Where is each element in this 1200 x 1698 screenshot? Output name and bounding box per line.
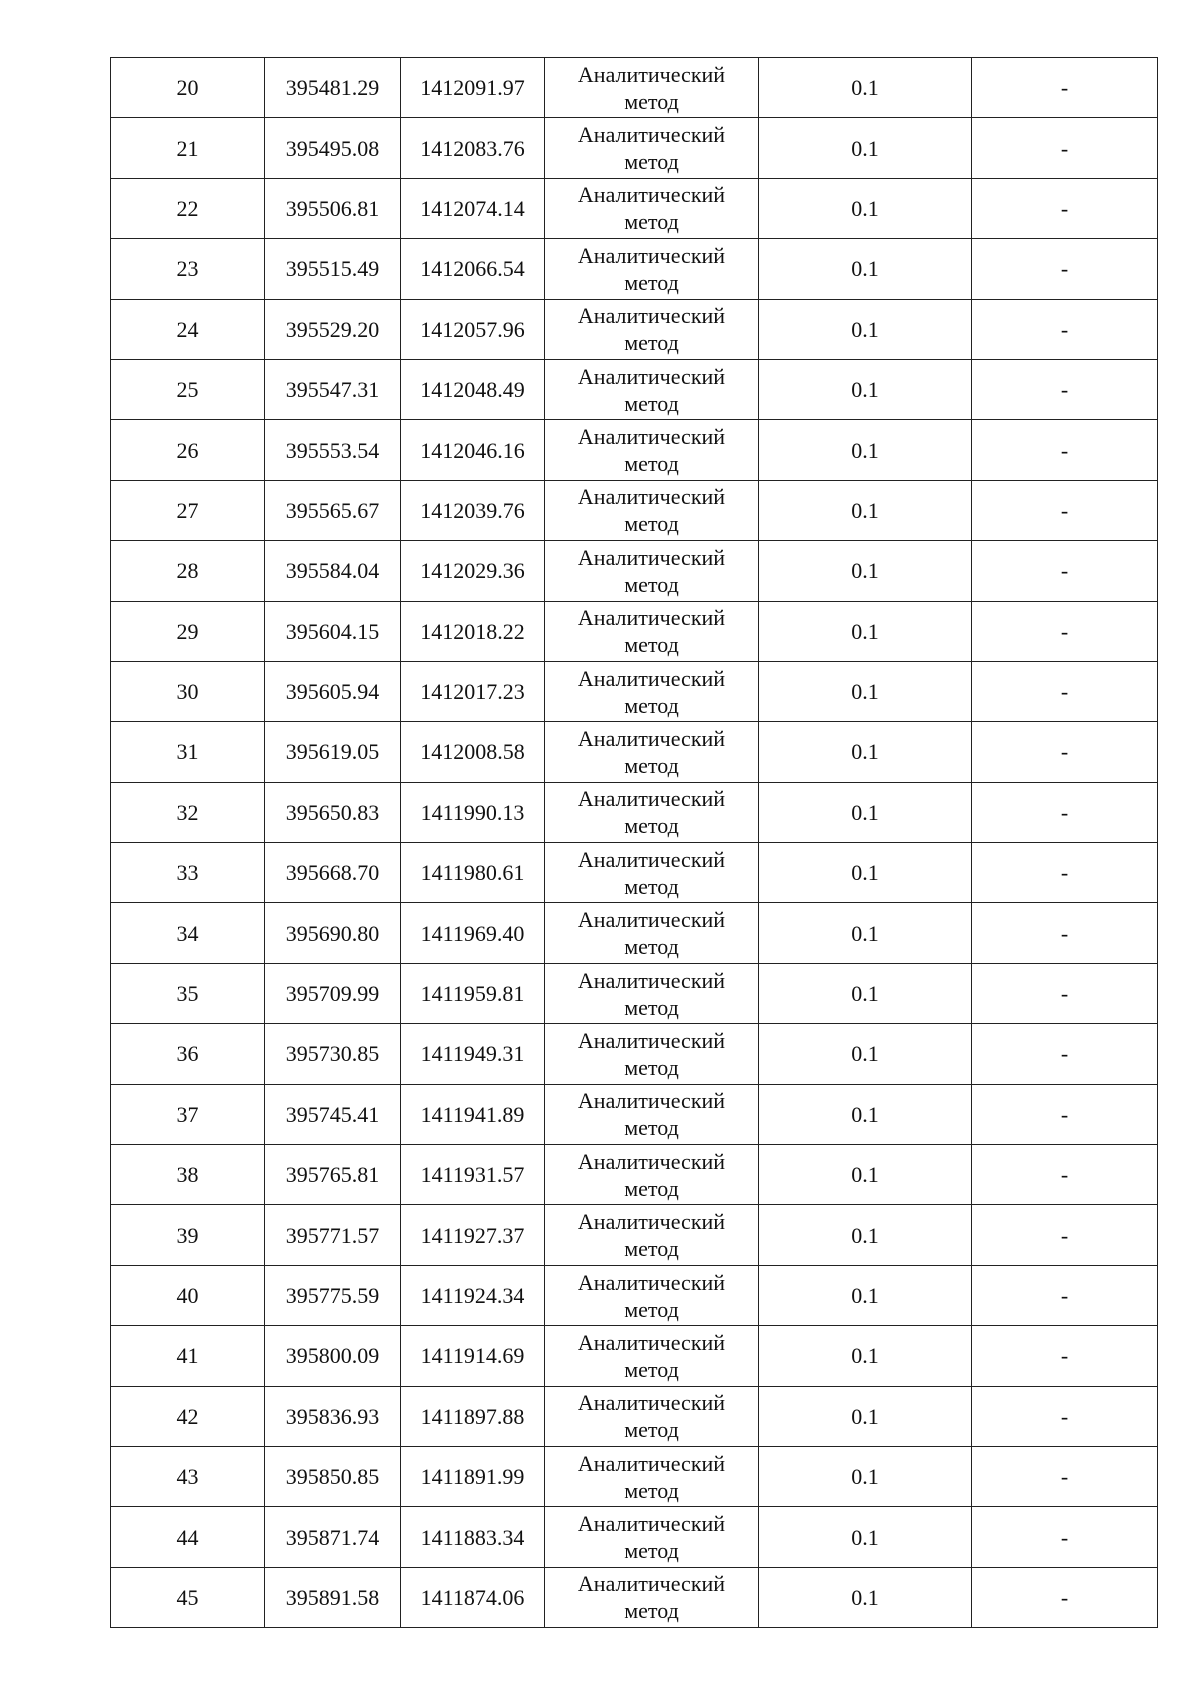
method-cell	[545, 118, 759, 178]
note-cell: -	[972, 1567, 1158, 1627]
method-cell	[545, 1326, 759, 1386]
point-number-cell: 29	[111, 601, 265, 661]
method-label-line2: метод	[624, 1175, 679, 1201]
method-label-line2: метод	[624, 451, 679, 477]
method-cell	[545, 359, 759, 419]
method-cell	[545, 480, 759, 540]
accuracy-cell: 0.1	[759, 963, 972, 1023]
method-label-line2: метод	[624, 511, 679, 537]
y-coordinate-cell: 1411897.88	[401, 1386, 545, 1446]
x-coordinate-cell: 395604.15	[265, 601, 401, 661]
x-coordinate-cell: 395668.70	[265, 843, 401, 903]
x-coordinate-cell: 395495.08	[265, 118, 401, 178]
x-coordinate-cell: 395619.05	[265, 722, 401, 782]
method-label-line1: Аналитический	[577, 1088, 726, 1114]
table-row	[111, 963, 1158, 1023]
accuracy-cell: 0.1	[759, 480, 972, 540]
x-coordinate-cell: 395850.85	[265, 1446, 401, 1506]
point-number-cell: 36	[111, 1024, 265, 1084]
note-cell: -	[972, 843, 1158, 903]
y-coordinate-cell: 1412048.49	[401, 359, 545, 419]
point-number-cell: 37	[111, 1084, 265, 1144]
point-number-cell: 23	[111, 239, 265, 299]
note-cell: -	[972, 118, 1158, 178]
note-cell: -	[972, 1145, 1158, 1205]
method-cell	[545, 1084, 759, 1144]
method-label-line2: метод	[624, 390, 679, 416]
method-cell	[545, 239, 759, 299]
method-label-line1: Аналитический	[577, 1571, 726, 1597]
method-label-line2: метод	[624, 1477, 679, 1503]
y-coordinate-cell: 1411924.34	[401, 1265, 545, 1325]
note-cell: -	[972, 58, 1158, 118]
accuracy-cell: 0.1	[759, 782, 972, 842]
method-label-line1: Аналитический	[577, 122, 726, 148]
table-row	[111, 1446, 1158, 1506]
x-coordinate-cell: 395506.81	[265, 178, 401, 238]
accuracy-cell: 0.1	[759, 903, 972, 963]
method-cell	[545, 1507, 759, 1567]
method-label-line1: Аналитический	[577, 1209, 726, 1235]
x-coordinate-cell: 395515.49	[265, 239, 401, 299]
method-label-line2: метод	[624, 934, 679, 960]
y-coordinate-cell: 1411927.37	[401, 1205, 545, 1265]
method-cell	[545, 1145, 759, 1205]
note-cell: -	[972, 1084, 1158, 1144]
x-coordinate-cell: 395709.99	[265, 963, 401, 1023]
point-number-cell: 28	[111, 541, 265, 601]
method-cell	[545, 58, 759, 118]
accuracy-cell: 0.1	[759, 1265, 972, 1325]
table-row	[111, 1024, 1158, 1084]
method-label-line1: Аналитический	[577, 967, 726, 993]
method-cell	[545, 1205, 759, 1265]
point-number-cell: 41	[111, 1326, 265, 1386]
x-coordinate-cell: 395529.20	[265, 299, 401, 359]
point-number-cell: 22	[111, 178, 265, 238]
x-coordinate-cell: 395650.83	[265, 782, 401, 842]
note-cell: -	[972, 480, 1158, 540]
table-row	[111, 782, 1158, 842]
table-row	[111, 1145, 1158, 1205]
method-label-line1: Аналитический	[577, 544, 726, 570]
accuracy-cell: 0.1	[759, 1567, 972, 1627]
table-row	[111, 1386, 1158, 1446]
method-label-line1: Аналитический	[577, 786, 726, 812]
table-row	[111, 722, 1158, 782]
y-coordinate-cell: 1412083.76	[401, 118, 545, 178]
table-row	[111, 299, 1158, 359]
accuracy-cell: 0.1	[759, 58, 972, 118]
note-cell: -	[972, 782, 1158, 842]
method-label-line1: Аналитический	[577, 363, 726, 389]
y-coordinate-cell: 1411883.34	[401, 1507, 545, 1567]
y-coordinate-cell: 1411891.99	[401, 1446, 545, 1506]
accuracy-cell: 0.1	[759, 299, 972, 359]
accuracy-cell: 0.1	[759, 1507, 972, 1567]
method-cell	[545, 661, 759, 721]
y-coordinate-cell: 1412039.76	[401, 480, 545, 540]
note-cell: -	[972, 1386, 1158, 1446]
note-cell: -	[972, 420, 1158, 480]
method-label-line2: метод	[624, 1598, 679, 1624]
accuracy-cell: 0.1	[759, 541, 972, 601]
method-label-line1: Аналитический	[577, 1390, 726, 1416]
table-row	[111, 601, 1158, 661]
method-label-line2: метод	[624, 994, 679, 1020]
method-label-line2: метод	[624, 1417, 679, 1443]
x-coordinate-cell: 395765.81	[265, 1145, 401, 1205]
method-label-line1: Аналитический	[577, 725, 726, 751]
method-label-line2: метод	[624, 571, 679, 597]
point-number-cell: 30	[111, 661, 265, 721]
table-row	[111, 118, 1158, 178]
accuracy-cell: 0.1	[759, 1024, 972, 1084]
point-number-cell: 40	[111, 1265, 265, 1325]
method-cell	[545, 1265, 759, 1325]
method-label-line2: метод	[624, 692, 679, 718]
note-cell: -	[972, 178, 1158, 238]
x-coordinate-cell: 395836.93	[265, 1386, 401, 1446]
method-label-line1: Аналитический	[577, 846, 726, 872]
note-cell: -	[972, 1326, 1158, 1386]
y-coordinate-cell: 1412046.16	[401, 420, 545, 480]
method-label-line2: метод	[624, 813, 679, 839]
method-cell	[545, 782, 759, 842]
table-row	[111, 1265, 1158, 1325]
accuracy-cell: 0.1	[759, 239, 972, 299]
x-coordinate-cell: 395775.59	[265, 1265, 401, 1325]
table-row	[111, 359, 1158, 419]
method-cell	[545, 903, 759, 963]
table-row	[111, 1326, 1158, 1386]
table-row	[111, 420, 1158, 480]
x-coordinate-cell: 395553.54	[265, 420, 401, 480]
note-cell: -	[972, 1446, 1158, 1506]
point-number-cell: 39	[111, 1205, 265, 1265]
method-label-line1: Аналитический	[577, 242, 726, 268]
x-coordinate-cell: 395547.31	[265, 359, 401, 419]
method-cell	[545, 1024, 759, 1084]
x-coordinate-cell: 395481.29	[265, 58, 401, 118]
point-number-cell: 42	[111, 1386, 265, 1446]
x-coordinate-cell: 395730.85	[265, 1024, 401, 1084]
method-label-line1: Аналитический	[577, 907, 726, 933]
note-cell: -	[972, 963, 1158, 1023]
x-coordinate-cell: 395771.57	[265, 1205, 401, 1265]
method-label-line1: Аналитический	[577, 1269, 726, 1295]
table-row	[111, 1084, 1158, 1144]
method-cell	[545, 541, 759, 601]
y-coordinate-cell: 1412029.36	[401, 541, 545, 601]
point-number-cell: 25	[111, 359, 265, 419]
method-cell	[545, 963, 759, 1023]
point-number-cell: 33	[111, 843, 265, 903]
accuracy-cell: 0.1	[759, 359, 972, 419]
x-coordinate-cell: 395690.80	[265, 903, 401, 963]
coordinates-table	[110, 57, 1158, 1628]
accuracy-cell: 0.1	[759, 1084, 972, 1144]
note-cell: -	[972, 722, 1158, 782]
note-cell: -	[972, 299, 1158, 359]
method-label-line2: метод	[624, 330, 679, 356]
y-coordinate-cell: 1412017.23	[401, 661, 545, 721]
method-label-line2: метод	[624, 209, 679, 235]
note-cell: -	[972, 541, 1158, 601]
note-cell: -	[972, 661, 1158, 721]
note-cell: -	[972, 903, 1158, 963]
accuracy-cell: 0.1	[759, 661, 972, 721]
method-label-line2: метод	[624, 752, 679, 778]
method-cell	[545, 299, 759, 359]
accuracy-cell: 0.1	[759, 1446, 972, 1506]
y-coordinate-cell: 1412008.58	[401, 722, 545, 782]
x-coordinate-cell: 395800.09	[265, 1326, 401, 1386]
accuracy-cell: 0.1	[759, 1386, 972, 1446]
note-cell: -	[972, 601, 1158, 661]
method-label-line1: Аналитический	[577, 182, 726, 208]
point-number-cell: 34	[111, 903, 265, 963]
accuracy-cell: 0.1	[759, 1326, 972, 1386]
y-coordinate-cell: 1411931.57	[401, 1145, 545, 1205]
table-row	[111, 1507, 1158, 1567]
method-cell	[545, 420, 759, 480]
point-number-cell: 21	[111, 118, 265, 178]
point-number-cell: 35	[111, 963, 265, 1023]
method-label-line2: метод	[624, 1296, 679, 1322]
y-coordinate-cell: 1412057.96	[401, 299, 545, 359]
method-cell	[545, 601, 759, 661]
y-coordinate-cell: 1411980.61	[401, 843, 545, 903]
accuracy-cell: 0.1	[759, 178, 972, 238]
table-row	[111, 903, 1158, 963]
table-row	[111, 661, 1158, 721]
method-label-line2: метод	[624, 1236, 679, 1262]
y-coordinate-cell: 1412074.14	[401, 178, 545, 238]
x-coordinate-cell: 395871.74	[265, 1507, 401, 1567]
method-label-line1: Аналитический	[577, 61, 726, 87]
y-coordinate-cell: 1411959.81	[401, 963, 545, 1023]
method-label-line1: Аналитический	[577, 605, 726, 631]
table-row	[111, 480, 1158, 540]
method-cell	[545, 1386, 759, 1446]
y-coordinate-cell: 1412091.97	[401, 58, 545, 118]
method-cell	[545, 1567, 759, 1627]
method-label-line1: Аналитический	[577, 424, 726, 450]
y-coordinate-cell: 1411990.13	[401, 782, 545, 842]
note-cell: -	[972, 1265, 1158, 1325]
accuracy-cell: 0.1	[759, 118, 972, 178]
note-cell: -	[972, 1507, 1158, 1567]
accuracy-cell: 0.1	[759, 1145, 972, 1205]
point-number-cell: 32	[111, 782, 265, 842]
method-label-line1: Аналитический	[577, 303, 726, 329]
x-coordinate-cell: 395745.41	[265, 1084, 401, 1144]
method-label-line1: Аналитический	[577, 1329, 726, 1355]
table-row	[111, 1567, 1158, 1627]
y-coordinate-cell: 1412066.54	[401, 239, 545, 299]
method-label-line1: Аналитический	[577, 1148, 726, 1174]
table-row	[111, 541, 1158, 601]
y-coordinate-cell: 1411949.31	[401, 1024, 545, 1084]
table-row	[111, 58, 1158, 118]
accuracy-cell: 0.1	[759, 420, 972, 480]
y-coordinate-cell: 1412018.22	[401, 601, 545, 661]
x-coordinate-cell: 395584.04	[265, 541, 401, 601]
point-number-cell: 26	[111, 420, 265, 480]
note-cell: -	[972, 359, 1158, 419]
table-row	[111, 239, 1158, 299]
point-number-cell: 31	[111, 722, 265, 782]
point-number-cell: 38	[111, 1145, 265, 1205]
point-number-cell: 24	[111, 299, 265, 359]
point-number-cell: 44	[111, 1507, 265, 1567]
y-coordinate-cell: 1411969.40	[401, 903, 545, 963]
y-coordinate-cell: 1411941.89	[401, 1084, 545, 1144]
point-number-cell: 43	[111, 1446, 265, 1506]
method-label-line2: метод	[624, 632, 679, 658]
accuracy-cell: 0.1	[759, 1205, 972, 1265]
note-cell: -	[972, 1024, 1158, 1084]
method-label-line1: Аналитический	[577, 1450, 726, 1476]
table-row	[111, 178, 1158, 238]
method-label-line1: Аналитический	[577, 484, 726, 510]
method-cell	[545, 843, 759, 903]
method-label-line2: метод	[624, 88, 679, 114]
x-coordinate-cell: 395891.58	[265, 1567, 401, 1627]
x-coordinate-cell: 395565.67	[265, 480, 401, 540]
accuracy-cell: 0.1	[759, 843, 972, 903]
method-label-line1: Аналитический	[577, 665, 726, 691]
accuracy-cell: 0.1	[759, 722, 972, 782]
table-body	[111, 58, 1158, 1628]
method-label-line1: Аналитический	[577, 1511, 726, 1537]
point-number-cell: 45	[111, 1567, 265, 1627]
method-label-line2: метод	[624, 873, 679, 899]
method-label-line2: метод	[624, 269, 679, 295]
point-number-cell: 27	[111, 480, 265, 540]
method-label-line2: метод	[624, 1538, 679, 1564]
method-label-line2: метод	[624, 1356, 679, 1382]
method-label-line2: метод	[624, 1054, 679, 1080]
x-coordinate-cell: 395605.94	[265, 661, 401, 721]
note-cell: -	[972, 1205, 1158, 1265]
y-coordinate-cell: 1411914.69	[401, 1326, 545, 1386]
note-cell: -	[972, 239, 1158, 299]
y-coordinate-cell: 1411874.06	[401, 1567, 545, 1627]
accuracy-cell: 0.1	[759, 601, 972, 661]
method-cell	[545, 1446, 759, 1506]
method-label-line1: Аналитический	[577, 1027, 726, 1053]
method-label-line2: метод	[624, 1115, 679, 1141]
point-number-cell: 20	[111, 58, 265, 118]
table-row	[111, 1205, 1158, 1265]
method-cell	[545, 178, 759, 238]
table-row	[111, 843, 1158, 903]
method-cell	[545, 722, 759, 782]
method-label-line2: метод	[624, 149, 679, 175]
